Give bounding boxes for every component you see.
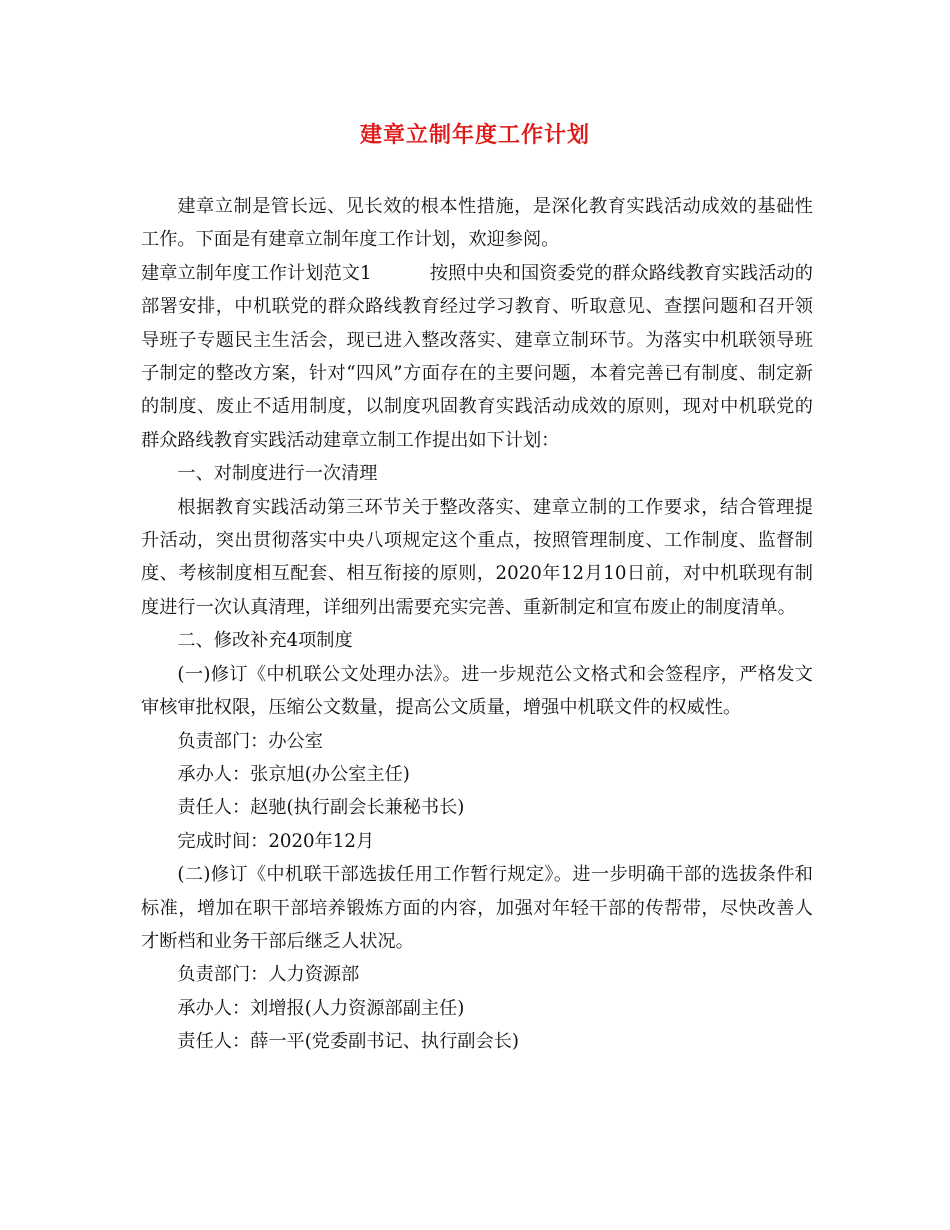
- sample-text: 按照中央和国资委党的群众路线教育实践活动的部署安排，中机联党的群众路线教育经过学习教育、听取意见、查摆问题和召开领导班子专题民主生活会，现已进入整改落实、建章立制环节。为落实中机联领导班子制定的整改方案，针对“四风”方面存在的主要问题，本着完善已有制度、制定新的制度、废止不适用制度，以制度巩固教育实践活动成效的原则，现对中机联党的群众路线教育实践活动建章立制工作提出如下计划：: [141, 262, 813, 451]
- sample-paragraph: [141, 257, 813, 457]
- item2-text: (二)修订《中机联干部选拔任用工作暂行规定》。进一步明确干部的选拔条件和标准，增加在职干部培养锻炼方面的内容，加强对年轻干部的传帮带，尽快改善人才断档和业务干部后继乏人状况。: [141, 864, 813, 952]
- item2-dept: 负责部门：人力资源部: [177, 964, 360, 986]
- section1-heading: 一、对制度进行一次清理: [177, 463, 378, 485]
- item1-text: (一)修订《中机联公文处理办法》。进一步规范公文格式和会签程序，严格发文审核审批权限，压缩公文数量，提高公文质量，增强中机联文件的权威性。: [141, 663, 813, 719]
- document-body: [141, 190, 813, 1059]
- sample-heading: 建章立制年度工作计划范文1: [141, 262, 372, 284]
- section1-body: 根据教育实践活动第三环节关于整改落实、建章立制的工作要求，结合管理提升活动，突出贯彻落实中央八项规定这个重点，按照管理制度、工作制度、监督制度、考核制度相互配套、相互衔接的原则，2020年12月10日前，对中机联现有制度进行一次认真清理，详细列出需要充实完善、重新制定和宣布废止的制度清单。: [141, 496, 813, 618]
- intro-paragraph: 建章立制是管长远、见长效的根本性措施，是深化教育实践活动成效的基础性工作。下面是有建章立制年度工作计划，欢迎参阅。: [141, 196, 813, 251]
- item2-owner: 责任人：薛一平(党委副书记、执行副会长): [177, 1031, 519, 1053]
- item1-owner: 责任人：赵驰(执行副会长兼秘书长): [177, 797, 465, 819]
- item2-handler: 承办人：刘增报(人力资源部副主任): [177, 997, 465, 1019]
- item1-handler: 承办人：张京旭(办公室主任): [177, 763, 410, 785]
- item1-dept: 负责部门：办公室: [177, 730, 323, 752]
- document-title: 建章立制年度工作计划: [359, 123, 590, 148]
- section2-heading: 二、修改补充4项制度: [177, 630, 353, 652]
- item1-deadline: 完成时间：2020年12月: [177, 830, 375, 852]
